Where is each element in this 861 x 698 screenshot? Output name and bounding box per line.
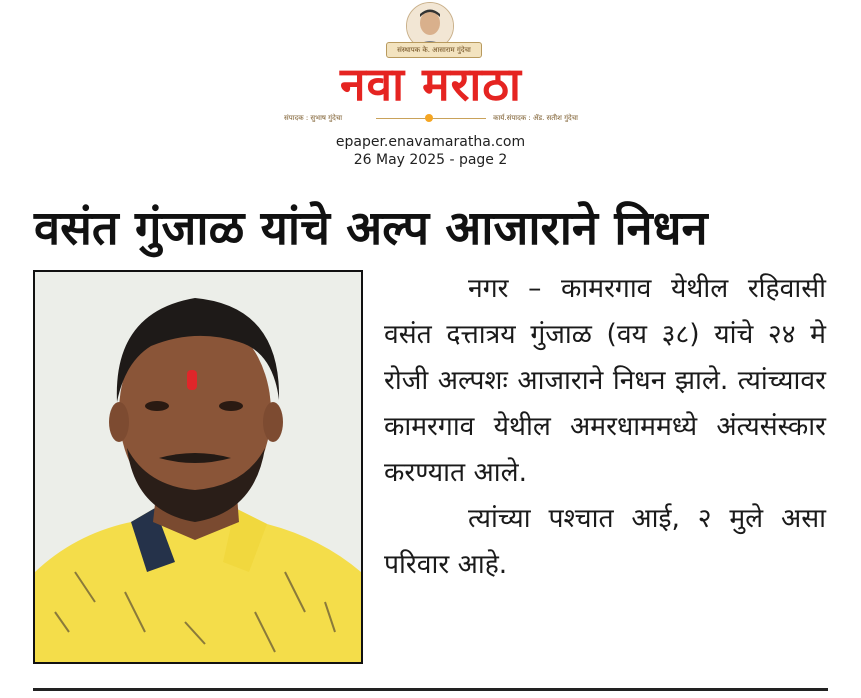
article-headline: वसंत गुंजाळ यांचे अल्प आजाराने निधन xyxy=(34,201,708,256)
article-paragraph: नगर – कामरगाव येथील रहिवासी वसंत दत्तात्रय गुंजाळ (वय ३८) यांचे २४ मे रोजी अल्पशः आजाराने निधन झाले. त्यांच्यावर कामरगाव येथील अमरधाममध्ये अंत्यसंस्कार करण्यात आले. xyxy=(384,273,826,488)
section-divider xyxy=(33,688,828,691)
newspaper-masthead xyxy=(280,0,582,132)
epaper-url: epaper.enavamaratha.com xyxy=(335,134,526,150)
ornament-icon xyxy=(425,114,433,122)
editor-credits xyxy=(280,112,582,124)
article-paragraph: त्यांच्या पश्चात आई, २ मुले असा परिवार आहे. xyxy=(384,503,826,580)
edition-date-page: 26 May 2025 - page 2 xyxy=(353,152,508,168)
article-photo xyxy=(33,270,363,664)
article-body xyxy=(384,266,826,588)
newspaper-logo: नवा मराठा xyxy=(340,57,522,111)
portrait-photo-illustration xyxy=(35,272,361,662)
executive-editor-name: कार्य.संपादक : ॲड. सतीश गुंदेचा xyxy=(493,114,578,122)
founder-banner: संस्थापक के. आसाराम गुंदेचा xyxy=(386,42,482,58)
editor-name: संपादक : सुभाष गुंदेचा xyxy=(284,114,343,122)
